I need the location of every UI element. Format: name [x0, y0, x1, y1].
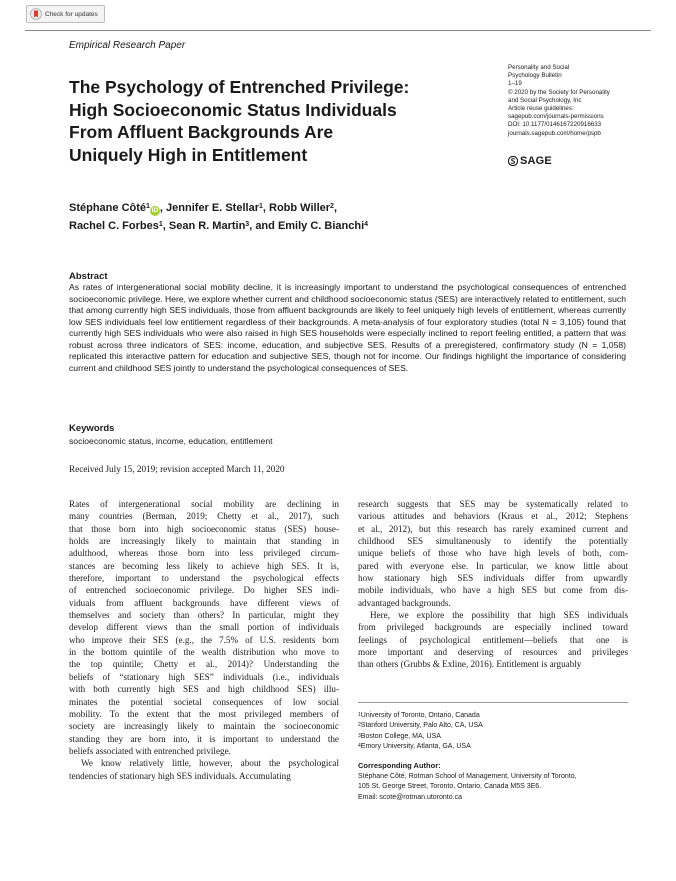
journal-info — [508, 64, 648, 138]
affiliation-marker: 4 — [364, 221, 369, 228]
affiliation-item — [358, 742, 483, 752]
check-for-updates-button[interactable] — [26, 5, 105, 23]
keywords-list: socioeconomic status, income, education, entitlement — [69, 436, 273, 446]
author-separator: , — [262, 202, 270, 214]
body-column-left — [69, 498, 339, 782]
corresponding-address-line: 105 St. George Street, Toronto, Ontario, Canada M5S 3E6. — [358, 783, 542, 791]
body-text-line: from privileged backgrounds are especially inclined toward — [358, 622, 628, 633]
affiliation-number: 2 — [358, 722, 361, 729]
body-text-line: minates the potential societal consequences of low social — [69, 696, 339, 707]
affiliation-text: Boston College, MA, USA — [360, 732, 441, 740]
affiliation-text: Emory University, Atlanta, GA, USA — [360, 743, 471, 751]
journal-line: 1–19 — [508, 80, 522, 88]
author-line — [69, 199, 368, 217]
footnote-rule — [358, 702, 628, 703]
body-text-line: mobile individuals, who have a high SES but come from dis- — [358, 585, 628, 596]
body-text-line: research suggests that SES may be systematically related to — [358, 499, 628, 509]
body-text-line: adulthood, whereas those born into less privileged circum- — [69, 548, 339, 559]
body-text-line: pared with everyone else. In particular, we know little about — [358, 560, 628, 571]
body-text-line: with both currently high SES and high childhood SES) illu- — [69, 684, 339, 695]
publisher-name: SAGE — [520, 155, 552, 167]
article-type: Empirical Research Paper — [69, 40, 186, 51]
received-date: Received July 15, 2019; revision accepted March 11, 2020 — [69, 464, 285, 474]
body-text-line: mobility. To the extent that the most privileged members of — [69, 708, 339, 719]
author-name: Rachel C. Forbes — [69, 220, 159, 232]
article-title — [69, 76, 489, 166]
body-text-line: society are increasingly likely to maintain the socioeconomic — [69, 721, 339, 732]
author-separator: , and — [249, 220, 278, 232]
body-text-line: more important and deserving of resources and privileges — [358, 647, 628, 658]
affiliation-text: University of Toronto, Ontario, Canada — [360, 712, 480, 719]
title-line: Uniquely High in Entitlement — [69, 144, 308, 165]
body-text-line: tendencies of stationary high SES individuals. Accumulating — [69, 770, 291, 781]
body-column-right — [358, 498, 628, 671]
body-text-line: We know relatively little, however, about the psychological — [81, 758, 339, 769]
affiliation-number: 1 — [358, 712, 361, 718]
corresponding-author-heading: Corresponding Author: — [358, 761, 441, 770]
affiliation-marker: 3 — [245, 221, 250, 228]
author-name: Emily C. Bianchi — [277, 220, 365, 232]
body-text-line: feelings of psychological entitlement—beliefs that one is — [358, 634, 628, 645]
affiliation-marker: 1 — [146, 203, 150, 210]
body-text-line: themselves and society than others? In particular, might they — [69, 610, 339, 621]
orcid-icon[interactable]: iD — [151, 207, 159, 214]
affiliation-number: 3 — [358, 732, 361, 739]
body-text-line: who improve their SES (e.g., the 7.5% of U.S. residents born — [69, 634, 339, 645]
body-text-line: various attitudes and behaviors (Kraus et al., 2012; Stephens — [358, 511, 628, 522]
corresponding-email[interactable]: Email: scote@rotman.utoronto.ca — [358, 793, 462, 801]
affiliation-marker: 2 — [330, 203, 334, 210]
author-line — [69, 217, 368, 235]
body-text-line: stances are becoming less likely to achieve high SES. It is, — [69, 560, 339, 571]
affiliation-number: 4 — [358, 743, 361, 750]
author-name: Jennifer E. Stellar — [166, 202, 259, 214]
body-text-line: in the bottom quintile of the wealth distribution who move to — [69, 647, 339, 658]
body-text-line: that those born into high socioeconomic status (SES) house- — [69, 523, 339, 534]
journal-line[interactable]: journals.sagepub.com/home/pspb — [508, 129, 601, 137]
journal-line: Psychology Bulletin — [508, 72, 562, 80]
author-separator: , — [333, 202, 337, 214]
author-separator: , — [162, 220, 169, 232]
abstract-text: As rates of intergenerational social mobility decline, it is increasingly important to understand the psychological consequences of entrenched socioeconomic privilege. Here, we explore whether current and childhood socioeconomic status (SES) are interactively related to entitlement, such that among currently high SES individuals, those from affluent backgrounds are likely to feel uniquely high levels of entitlement, whereas currently low SES individuals feel low entitlement regardless of their backgrounds. A meta-analysis of four exploratory studies (total N = 3,105) found that currently high SES individuals who were also raised in high SES households were especially inclined to report feeling entitled, a pattern that was robust across three indicators of SES: income, education, and subjective SES. Results of a preregistered, confirmatory study (N = 1,058) replicated this interactive pattern for education and subjective SES, though not for income. Our findings highlight the importance of considering current and childhood SES jointly to understand the psychological consequences of SES. — [69, 282, 626, 373]
affiliation-marker: 1 — [158, 221, 163, 228]
body-text-line: Rates of intergenerational social mobility are declining in — [69, 499, 339, 509]
body-text-line: unique beliefs of those who have high levels of both, com- — [358, 548, 628, 559]
body-text-line: beliefs of “stationary high SES” individuals (i.e., individuals — [69, 671, 339, 682]
body-text-line: of entrenched socioeconomic privilege. Do higher SES indi- — [69, 585, 339, 596]
corresponding-address-line: Stéphane Côté, Rotman School of Management, University of Toronto, — [358, 773, 577, 780]
author-name: Sean R. Martin — [168, 220, 246, 232]
author-name: Stéphane Côté — [69, 202, 147, 214]
body-text-line: than others (Grubbs & Exline, 2016). Entitlement is arguably — [358, 659, 582, 670]
body-text-line: holds are increasingly likely to maintain that standing in — [69, 536, 339, 547]
sage-logo-icon — [508, 156, 518, 166]
abstract-heading: Abstract — [69, 271, 108, 282]
journal-line: and Social Psychology, Inc — [508, 96, 582, 104]
body-text-line: develop different views than the small portion of individuals — [69, 622, 339, 633]
body-text-line: many countries (Berman, 2019; Chetty et al., 2017), such — [69, 511, 339, 522]
body-text-line: standing they are born into, it is important to understand the — [69, 733, 339, 744]
corresponding-author-details — [358, 772, 577, 803]
author-separator: , — [159, 202, 167, 214]
body-text-line: therefore, important to understand the psychological effects — [69, 573, 339, 584]
affiliation-marker: 1 — [258, 203, 263, 210]
journal-line: © 2020 by the Society for Personality — [508, 88, 610, 96]
header-rule — [25, 30, 651, 31]
title-line: From Affluent Backgrounds Are — [69, 122, 334, 142]
journal-line[interactable]: sagepub.com/journals-permissions — [508, 113, 604, 121]
body-text-line: how stationary high SES individuals differ from upwardly — [358, 573, 628, 584]
author-list — [69, 199, 368, 235]
author-name: Robb Willer — [269, 202, 331, 214]
title-line: High Socioeconomic Status Individuals — [69, 99, 397, 120]
keywords-heading: Keywords — [69, 423, 115, 434]
body-text-line: the top quintile; Chetty et al., 2014)? Understanding the — [69, 659, 339, 670]
body-text-line: Here, we explore the possibility that high SES individuals — [370, 610, 628, 621]
journal-line: Article reuse guidelines: — [508, 105, 574, 113]
affiliation-text: Stanford University, Palo Alto, CA, USA — [360, 722, 483, 730]
title-line: The Psychology of Entrenched Privilege: — [69, 77, 410, 97]
check-for-updates-label: Check for updates — [45, 10, 98, 18]
journal-line: Personality and Social — [508, 64, 570, 71]
journal-line: DOI: 10.1177/0146167220916633 — [508, 121, 602, 129]
body-text-line: beliefs associated with entrenched privilege. — [69, 745, 231, 756]
body-text-line: advantaged backgrounds. — [358, 597, 451, 608]
body-text-line: childhood SES simultaneously to identify the potentially — [358, 536, 628, 547]
body-text-line: et al., 2012), but this research has rarely examined current and — [358, 523, 628, 534]
affiliation-item — [358, 711, 483, 721]
publisher-logo — [508, 155, 552, 167]
affiliations — [358, 711, 483, 753]
body-text-line: viduals from affluent backgrounds have different views of — [69, 597, 339, 608]
update-check-icon — [30, 8, 42, 20]
affiliation-item — [358, 721, 483, 731]
affiliation-item — [358, 732, 483, 742]
